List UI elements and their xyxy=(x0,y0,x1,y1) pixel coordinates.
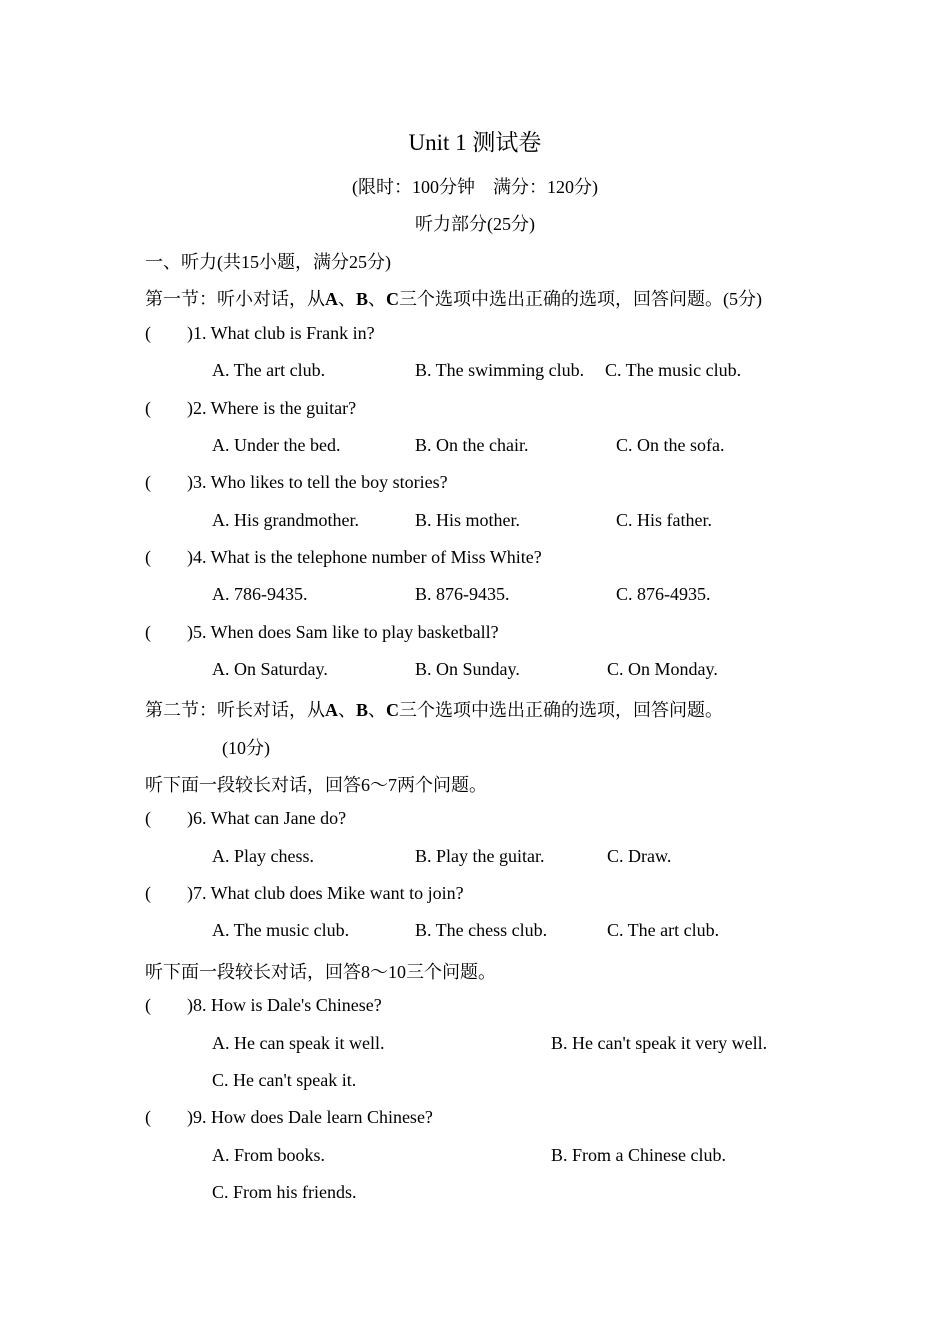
question-4 xyxy=(145,547,542,568)
question-text: )1. What club is Frank in? xyxy=(187,323,375,343)
option-b: B. On the chair. xyxy=(415,435,529,455)
answer-blank[interactable]: ( xyxy=(145,995,151,1015)
option-a: A. The music club. xyxy=(212,920,350,940)
section1-instruction: 第一节：听小对话，从A、B、C三个选项中选出正确的选项，回答问题。(5分) xyxy=(145,289,763,309)
question-7 xyxy=(145,883,464,904)
section2-points: (10分) xyxy=(222,738,270,758)
option-b: B. The chess club. xyxy=(415,920,548,940)
question-text: )7. What club does Mike want to join? xyxy=(187,883,464,903)
option-c: C. On Monday. xyxy=(607,659,718,679)
option-c: C. His father. xyxy=(616,510,712,530)
question-3 xyxy=(145,472,448,493)
answer-blank[interactable]: ( xyxy=(145,547,151,567)
option-b: B. Play the guitar. xyxy=(415,846,545,866)
option-c: C. He can't speak it. xyxy=(212,1070,357,1090)
option-a: A. From books. xyxy=(212,1145,326,1165)
instruction-8-10: 听下面一段较长对话，回答8～10三个问题。 xyxy=(145,962,496,982)
question-1 xyxy=(145,323,375,344)
question-text: )2. Where is the guitar? xyxy=(187,398,357,418)
option-b: B. On Sunday. xyxy=(415,659,520,679)
option-a: A. On Saturday. xyxy=(212,659,328,679)
option-c: C. Draw. xyxy=(607,846,672,866)
question-5 xyxy=(145,622,499,643)
option-a: A. He can speak it well. xyxy=(212,1033,385,1053)
option-b: B. From a Chinese club. xyxy=(551,1145,726,1165)
question-text: )3. Who likes to tell the boy stories? xyxy=(187,472,448,492)
listening-header: 听力部分(25分) xyxy=(415,214,535,234)
option-b: B. 876-9435. xyxy=(415,584,510,604)
answer-blank[interactable]: ( xyxy=(145,622,151,642)
option-c: C. The music club. xyxy=(605,360,742,380)
answer-blank[interactable]: ( xyxy=(145,1107,151,1127)
answer-blank[interactable]: ( xyxy=(145,323,151,343)
part-heading: 一、听力(共15小题，满分25分) xyxy=(145,252,391,272)
option-a: A. Under the bed. xyxy=(212,435,341,455)
question-text: )8. How is Dale's Chinese? xyxy=(187,995,382,1015)
answer-blank[interactable]: ( xyxy=(145,883,151,903)
question-text: )5. When does Sam like to play basketball? xyxy=(187,622,499,642)
question-8 xyxy=(145,995,382,1016)
option-b: B. His mother. xyxy=(415,510,521,530)
question-9 xyxy=(145,1107,433,1128)
option-c: C. From his friends. xyxy=(212,1182,357,1202)
option-a: A. Play chess. xyxy=(212,846,314,866)
answer-blank[interactable]: ( xyxy=(145,398,151,418)
answer-blank[interactable]: ( xyxy=(145,808,151,828)
question-text: )9. How does Dale learn Chinese? xyxy=(187,1107,433,1127)
question-text: )6. What can Jane do? xyxy=(187,808,347,828)
question-6 xyxy=(145,808,346,829)
option-b: B. He can't speak it very well. xyxy=(551,1033,768,1053)
option-a: A. His grandmother. xyxy=(212,510,359,530)
question-text: )4. What is the telephone number of Miss White? xyxy=(187,547,542,567)
time-info: (限时：100分钟 满分：120分) xyxy=(352,177,598,197)
instruction-6-7: 听下面一段较长对话，回答6～7两个问题。 xyxy=(145,775,487,795)
section2-instruction: 第二节：听长对话，从A、B、C三个选项中选出正确的选项，回答问题。 xyxy=(145,700,724,720)
option-c: C. On the sofa. xyxy=(616,435,725,455)
answer-blank[interactable]: ( xyxy=(145,472,151,492)
question-2 xyxy=(145,398,356,419)
option-a: A. 786-9435. xyxy=(212,584,308,604)
page-title: Unit 1 测试卷 xyxy=(408,130,542,155)
option-c: C. The art club. xyxy=(607,920,720,940)
option-a: A. The art club. xyxy=(212,360,326,380)
option-c: C. 876-4935. xyxy=(616,584,711,604)
option-b: B. The swimming club. xyxy=(415,360,585,380)
